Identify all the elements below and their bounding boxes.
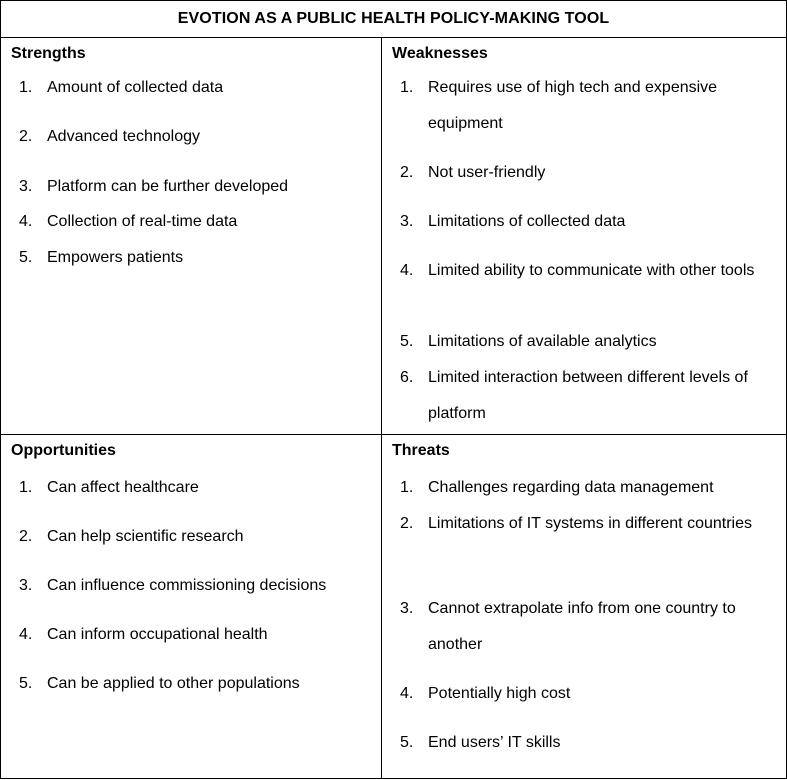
item-text: Cannot extrapolate info from one country to another (428, 600, 736, 653)
item-text: Amount of collected data (47, 79, 224, 96)
item-number: 4. (400, 262, 414, 279)
list-item (400, 70, 770, 142)
item-number: 3. (19, 178, 33, 195)
list-item (400, 155, 770, 191)
item-number: 4. (19, 213, 33, 230)
list-item (400, 506, 770, 542)
list-item (400, 470, 770, 506)
item-number: 4. (19, 626, 33, 643)
item-number: 1. (400, 479, 414, 496)
item-number: 6. (400, 369, 414, 386)
threats-heading: Threats (392, 442, 450, 459)
item-number: 5. (400, 333, 414, 350)
item-number: 2. (19, 128, 33, 145)
strengths-quadrant (1, 38, 381, 434)
list-item (400, 676, 770, 712)
item-number: 5. (19, 675, 33, 692)
item-text: Requires use of high tech and expensive equipment (428, 79, 718, 132)
item-text: Can affect healthcare (47, 479, 199, 496)
table-title: EVOTION AS A PUBLIC HEALTH POLICY-MAKING TOOL (1, 1, 786, 38)
item-text: Can influence commissioning decisions (47, 577, 327, 594)
list-item (19, 169, 365, 205)
list-item (19, 568, 365, 604)
item-text: Empowers patients (47, 249, 184, 266)
item-number: 3. (19, 577, 33, 594)
item-number: 3. (400, 213, 414, 230)
item-number: 2. (400, 515, 414, 532)
item-number: 1. (400, 79, 414, 96)
strengths-heading: Strengths (11, 45, 86, 62)
list-item (400, 591, 770, 663)
item-number: 5. (19, 249, 33, 266)
opportunities-quadrant (1, 435, 381, 779)
list-item (19, 119, 365, 155)
list-item (400, 204, 770, 240)
item-number: 1. (19, 79, 33, 96)
list-item (400, 360, 770, 432)
item-text: Platform can be further developed (47, 178, 289, 195)
list-item (19, 204, 365, 240)
item-text: Potentially high cost (428, 685, 571, 702)
list-item (19, 240, 365, 276)
item-number: 3. (400, 600, 414, 617)
opportunities-heading: Opportunities (11, 442, 116, 459)
threats-quadrant (382, 435, 786, 779)
list-item (19, 470, 365, 506)
item-text: Limitations of collected data (428, 213, 626, 230)
list-item (19, 666, 365, 702)
item-text: Not user-friendly (428, 164, 546, 181)
item-number: 2. (400, 164, 414, 181)
item-number: 1. (19, 479, 33, 496)
item-text: End users’ IT skills (428, 734, 561, 751)
list-item (19, 70, 365, 106)
item-text: Limitations of available analytics (428, 333, 657, 350)
item-text: Limited ability to communicate with other tools (428, 262, 755, 279)
item-number: 4. (400, 685, 414, 702)
item-text: Can be applied to other populations (47, 675, 300, 692)
item-text: Limitations of IT systems in different countries (428, 515, 752, 532)
item-text: Can inform occupational health (47, 626, 268, 643)
list-item (400, 324, 770, 360)
item-text: Limited interaction between different levels of platform (428, 369, 748, 422)
list-item (19, 617, 365, 653)
item-number: 2. (19, 528, 33, 545)
item-text: Collection of real-time data (47, 213, 238, 230)
list-item (400, 725, 770, 761)
item-text: Challenges regarding data management (428, 479, 714, 496)
list-item (400, 253, 770, 289)
item-text: Can help scientific research (47, 528, 244, 545)
weaknesses-heading: Weaknesses (392, 45, 488, 62)
list-item (19, 519, 365, 555)
item-text: Advanced technology (47, 128, 200, 145)
weaknesses-quadrant (382, 38, 786, 434)
item-number: 5. (400, 734, 414, 751)
